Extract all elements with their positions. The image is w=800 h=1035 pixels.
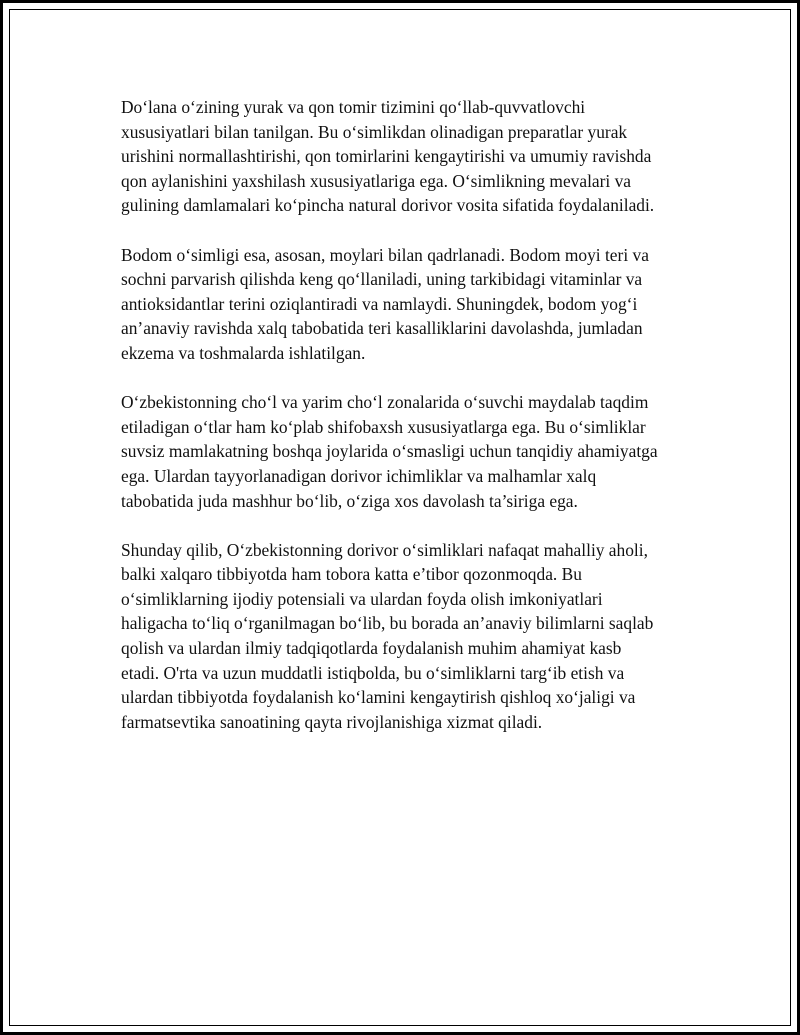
text-line: qolish va ulardan ilmiy tadqiqotlarda foydalanish muhim ahamiyat kasb [121,638,622,659]
text-line: balki xalqaro tibbiyotda ham tobora katta e’tibor qozonmoqda. Bu [121,564,582,585]
text-line: ulardan tibbiyotda foydalanish ko‘lamini kengaytirish qishloq xo‘jaligi va [121,687,636,708]
text-line: Do‘lana o‘zining yurak va qon tomir tizimini qo‘llab-quvvatlovchi [121,97,586,117]
text-line: suvsiz mamlakatning boshqa joylarida o‘smasligi uchun tanqidiy ahamiyatga [121,441,658,462]
text-line: antioksidantlar terini oziqlantiradi va namlaydi. Shuningdek, bodom yog‘i [121,293,638,314]
text-line: ega. Ulardan tayyorlanadigan dorivor ichimliklar va malhamlar xalq [121,465,597,486]
text-line: etadi. O'rta va uzun muddatli istiqbolda, bu o‘simliklarni targ‘ib etish va [121,662,625,683]
text-line: sochni parvarish qilishda keng qo‘llaniladi, uning tarkibidagi vitaminlar va [121,269,643,290]
text-line: qon aylanishini yaxshilash xususiyatlariga ega. O‘simlikning mevalari va [121,170,632,191]
paragraph-1 [121,95,721,218]
text-line: haligacha to‘liq o‘rganilmagan bo‘lib, bu borada an’anaviy bilimlarni saqlab [121,613,654,634]
text-line: an’anaviy ravishda xalq tabobatida teri kasalliklarini davolashda, jumladan [121,318,643,339]
text-line: tabobatida juda mashhur bo‘lib, o‘ziga xos davolash ta’siriga ega. [121,490,578,511]
paragraph-2 [121,243,721,366]
text-line: gulining damlamalari ko‘pincha natural dorivor vosita sifatida foydalaniladi. [121,195,655,216]
text-line: Shunday qilib, O‘zbekistonning dorivor o‘simliklari nafaqat mahalliy aholi, [121,539,648,560]
paragraph-3 [121,390,721,513]
text-line: o‘simliklarning ijodiy potensiali va ulardan foyda olish imkoniyatlari [121,588,603,609]
text-line: O‘zbekistonning cho‘l va yarim cho‘l zonalarida o‘suvchi maydalab taqdim [121,392,649,413]
text-line: ekzema va toshmalarda ishlatilgan. [121,342,366,363]
document-body [121,95,721,759]
text-line: urishini normallashtirishi, qon tomirlarini kengaytirishi va umumiy ravishda [121,146,652,167]
text-line: xususiyatlari bilan tanilgan. Bu o‘simlikdan olinadigan preparatlar yurak [121,121,628,142]
text-line: farmatsevtika sanoatining qayta rivojlanishiga xizmat qiladi. [121,711,543,732]
paragraph-4 [121,538,721,735]
text-line: Bodom o‘simligi esa, asosan, moylari bilan qadrlanadi. Bodom moyi teri va [121,244,649,265]
text-line: etiladigan o‘tlar ham ko‘plab shifobaxsh xususiyatlarga ega. Bu o‘simliklar [121,416,646,437]
